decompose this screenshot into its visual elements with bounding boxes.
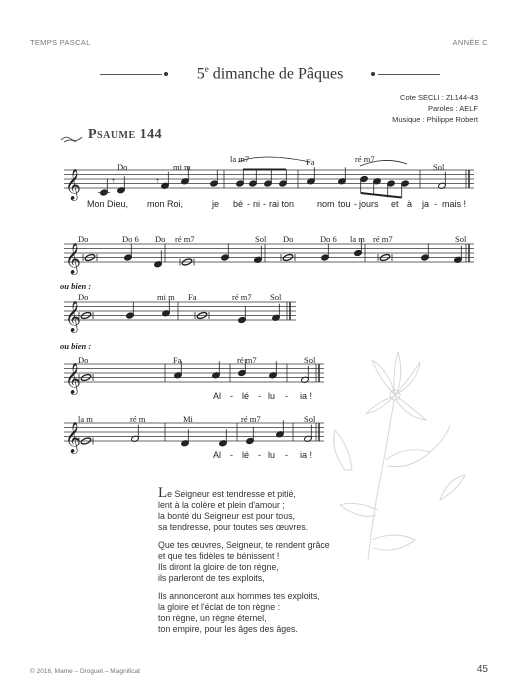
chord: ré m7 — [175, 234, 195, 244]
chord: ré m7 — [373, 234, 393, 244]
lyric: - — [230, 450, 233, 460]
lyric: lé — [242, 450, 250, 460]
lyric: - — [247, 199, 250, 209]
chord: Do 6 — [122, 234, 139, 244]
lyric: - — [230, 391, 233, 401]
lyric: tou — [338, 199, 351, 209]
treble-clef-icon: 𝄞 — [65, 422, 81, 453]
lyric: - — [285, 450, 288, 460]
beam — [361, 193, 402, 198]
ou-bien-label: ou bien : — [60, 341, 92, 351]
lyric: - — [258, 391, 261, 401]
chord: Do — [283, 234, 294, 244]
lyric: mais ! — [442, 199, 467, 209]
lyric: ni — [253, 199, 261, 209]
psalm-title: Psaume 144 — [88, 127, 163, 142]
chord: Do — [78, 292, 89, 302]
lyric: lé — [242, 391, 250, 401]
chord: la m — [350, 234, 365, 244]
chord: Sol — [455, 234, 467, 244]
chord: ré m — [130, 414, 146, 424]
treble-clef-icon: 𝄞 — [65, 243, 81, 274]
treble-clef-icon: 𝄞 — [65, 169, 81, 200]
treble-clef-icon: 𝄞 — [65, 363, 81, 394]
chord: Sol — [270, 292, 282, 302]
lyric: rai ton — [269, 199, 295, 209]
lyric: lu — [268, 450, 276, 460]
chord: la m — [78, 414, 93, 424]
lyric: lu — [268, 391, 276, 401]
chord: Sol — [304, 414, 316, 424]
page-title: 5e dimanche de Pâques — [196, 64, 344, 83]
lyric: et — [391, 199, 399, 209]
lyric: - — [285, 391, 288, 401]
lyric: ja — [422, 199, 430, 209]
lyric: Al — [213, 391, 222, 401]
verse-3: Ils annonceront aux hommes tes exploits, la gloire et l'éclat de ton règne : ton règne, un règne éternel, ton empire, pour les âges des âges. — [158, 591, 320, 634]
chord: Do — [78, 355, 89, 365]
credit-musique: Musique : Philippe Robert — [392, 115, 478, 124]
lyric: Mon Dieu, — [87, 199, 129, 209]
chord: Fa — [173, 355, 182, 365]
verse-2: Que tes œuvres, Seigneur, te rendent grâce et que tes fidèles te bénissent ! Ils diront la gloire de ton règne, ils parleront de tes exploits, — [158, 540, 330, 583]
lyric: - — [258, 450, 261, 460]
lyric: je — [212, 199, 220, 209]
lyric: Al — [213, 450, 222, 460]
chord: Fa — [306, 157, 315, 167]
lyric: - — [434, 199, 437, 209]
chord: ré m7 — [241, 414, 261, 424]
psalm-verses — [158, 485, 388, 642]
credit-paroles: Paroles : AELF — [427, 104, 478, 113]
chord: ré m7 — [232, 292, 252, 302]
lyric: ia ! — [300, 391, 313, 401]
chord: Fa — [188, 292, 197, 302]
lyric: mon Roi, — [147, 199, 184, 209]
chord: la m7 — [230, 154, 250, 164]
chord: mi m — [157, 292, 175, 302]
chord: Do 6 — [320, 234, 337, 244]
drop-cap: L — [158, 485, 168, 501]
chord: Mi — [183, 414, 193, 424]
header-season: TEMPS PASCAL — [30, 38, 91, 47]
lyric: nom — [317, 199, 335, 209]
chord: Do — [155, 234, 166, 244]
eighth-rest-icon: 𝄾 — [112, 174, 115, 188]
eighth-rest-icon: 𝄾 — [156, 174, 159, 188]
chord: Do — [117, 162, 128, 172]
chord: mi m — [173, 162, 191, 172]
credit-cote: Cote SECLI : ZL144-43 — [400, 93, 478, 102]
chord: Sol — [433, 162, 445, 172]
lyric: jours — [359, 199, 379, 209]
header-year: ANNÉE C — [452, 38, 488, 47]
chord: ré m7 — [237, 355, 257, 365]
ou-bien-label: ou bien : — [60, 281, 92, 291]
chord: Sol — [255, 234, 267, 244]
footer-copyright: © 2016, Mame – Droguet – Magnificat — [30, 668, 140, 675]
page-number: 45 — [476, 664, 488, 675]
chord: Sol — [304, 355, 316, 365]
verse-1: Le Seigneur est tendresse et pitié, lent à la colère et plein d'amour ; la bonté du Seigneur est pour tous, sa tendresse, pour toutes ses œuvres. — [158, 485, 309, 532]
lyric: bé — [233, 199, 244, 209]
treble-clef-icon: 𝄞 — [65, 301, 81, 332]
chord: ré m7 — [355, 154, 375, 164]
lyric: - — [354, 199, 357, 209]
lyric: ia ! — [300, 450, 313, 460]
lyric: - — [263, 199, 266, 209]
lyric: à — [407, 199, 413, 209]
chord: Do — [78, 234, 89, 244]
